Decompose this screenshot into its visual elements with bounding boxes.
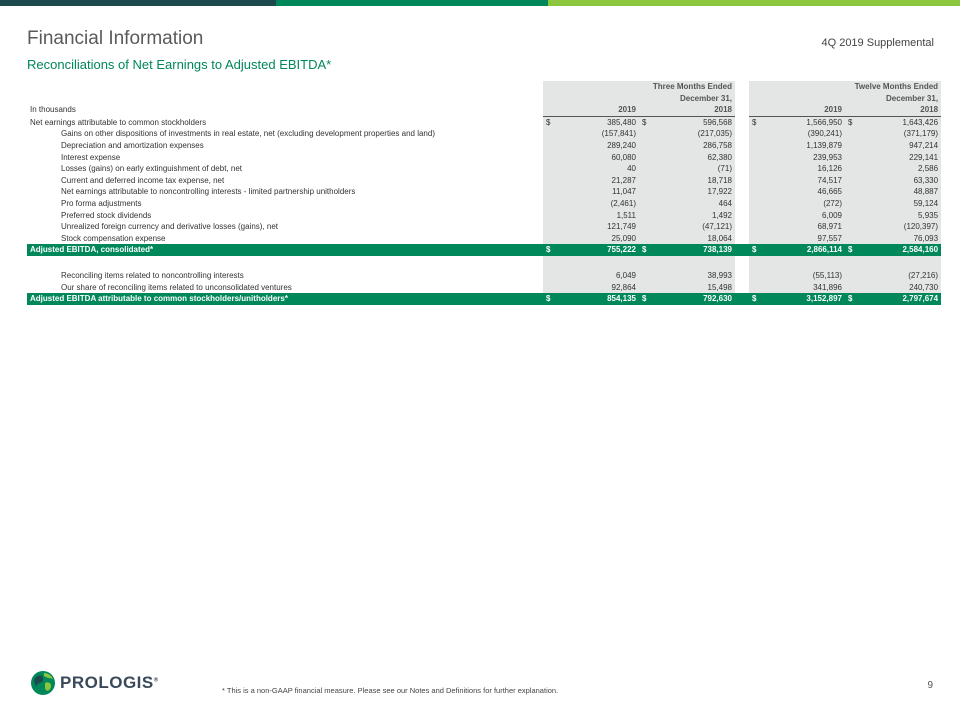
year-header: 2019 — [767, 104, 845, 116]
dollar-sign: $ — [543, 293, 561, 305]
logo-wordmark — [60, 673, 159, 693]
row-label: Stock compensation expense — [61, 233, 166, 243]
cell-value: 121,749 — [561, 221, 639, 233]
dollar-sign: $ — [639, 293, 657, 305]
cell-value: 97,557 — [767, 233, 845, 245]
cell-value: (390,241) — [767, 128, 845, 140]
table-row — [27, 233, 941, 245]
row-label: Interest expense — [61, 152, 121, 162]
row-label: Unrealized foreign currency and derivative losses (gains), net — [61, 222, 278, 232]
cell-value: 17,922 — [657, 186, 735, 198]
row-label: Reconciling items related to noncontrolling interests — [61, 270, 244, 280]
page-title: Financial Information — [27, 28, 204, 49]
table-row — [27, 116, 941, 128]
row-label: Gains on other dispositions of investments in real estate, net (excluding development properties and land) — [61, 129, 435, 139]
cell-value: (272) — [767, 198, 845, 210]
cell-value: 239,953 — [767, 152, 845, 164]
cell-value: 62,380 — [657, 152, 735, 164]
table-row — [27, 198, 941, 210]
cell-value: 1,139,879 — [767, 140, 845, 152]
three-months-date: December 31, — [543, 93, 735, 105]
table-row — [27, 163, 941, 175]
cell-value: 2,584,160 — [863, 244, 941, 256]
three-months-header: Three Months Ended — [543, 81, 735, 93]
cell-value: (47,121) — [657, 221, 735, 233]
cell-value: 229,141 — [863, 152, 941, 164]
table-row — [27, 270, 941, 282]
supplement-label: 4Q 2019 Supplemental — [821, 37, 934, 49]
cell-value: 2,866,114 — [767, 244, 845, 256]
cell-value: 68,971 — [767, 221, 845, 233]
cell-value: (120,397) — [863, 221, 941, 233]
cell-value: (217,035) — [657, 128, 735, 140]
cell-value: 11,047 — [561, 186, 639, 198]
cell-value: 48,887 — [863, 186, 941, 198]
cell-value: 40 — [561, 163, 639, 175]
cell-value: 6,009 — [767, 210, 845, 222]
group-header-row-1 — [27, 81, 941, 93]
table-row — [27, 152, 941, 164]
year-header-row — [27, 104, 941, 116]
cell-value: 1,492 — [657, 210, 735, 222]
cell-value: (71) — [657, 163, 735, 175]
table-row — [27, 282, 941, 294]
row-label: Losses (gains) on early extinguishment of debt, net — [61, 164, 242, 174]
row-label: Net earnings attributable to common stockholders — [30, 117, 207, 127]
cell-value: (2,461) — [561, 198, 639, 210]
prologis-logo — [30, 670, 159, 696]
cell-value: 947,214 — [863, 140, 941, 152]
cell-value: 289,240 — [561, 140, 639, 152]
twelve-months-header: Twelve Months Ended — [749, 81, 941, 93]
table-row — [27, 175, 941, 187]
cell-value: 25,090 — [561, 233, 639, 245]
cell-value: 60,080 — [561, 152, 639, 164]
year-header: 2019 — [561, 104, 639, 116]
logo-text: PROLOGIS — [60, 673, 154, 692]
cell-value: 6,049 — [561, 270, 639, 282]
dollar-sign: $ — [543, 244, 561, 256]
cell-value: 38,993 — [657, 270, 735, 282]
top-bar-segment-green — [276, 0, 548, 6]
total-row-attributable — [27, 293, 941, 305]
table-row — [27, 140, 941, 152]
cell-value: 1,643,426 — [863, 116, 941, 128]
page-subtitle: Reconciliations of Net Earnings to Adjusted EBITDA* — [27, 57, 332, 72]
dollar-sign: $ — [749, 293, 767, 305]
group-header-row-2 — [27, 93, 941, 105]
cell-value: 2,797,674 — [863, 293, 941, 305]
cell-value: 854,135 — [561, 293, 639, 305]
year-header: 2018 — [863, 104, 941, 116]
cell-value: 92,864 — [561, 282, 639, 294]
cell-value: 792,630 — [657, 293, 735, 305]
cell-value: 596,568 — [657, 116, 735, 128]
cell-value: 15,498 — [657, 282, 735, 294]
cell-value: 240,730 — [863, 282, 941, 294]
cell-value: 21,287 — [561, 175, 639, 187]
cell-value: 63,330 — [863, 175, 941, 187]
cell-value: 755,222 — [561, 244, 639, 256]
table-row — [27, 128, 941, 140]
reconciliation-table — [27, 81, 941, 305]
table-row — [27, 210, 941, 222]
cell-value: (157,841) — [561, 128, 639, 140]
cell-value: 3,152,897 — [767, 293, 845, 305]
dollar-sign: $ — [749, 244, 767, 256]
units-label: In thousands — [30, 105, 76, 115]
cell-value: 286,758 — [657, 140, 735, 152]
dollar-sign: $ — [639, 116, 657, 128]
row-label: Current and deferred income tax expense, net — [61, 175, 225, 185]
cell-value: 464 — [657, 198, 735, 210]
row-label: Depreciation and amortization expenses — [61, 140, 204, 150]
cell-value: 738,139 — [657, 244, 735, 256]
table-row — [27, 186, 941, 198]
total-row-consolidated — [27, 244, 941, 256]
cell-value: 76,093 — [863, 233, 941, 245]
cell-value: 2,586 — [863, 163, 941, 175]
cell-value: 385,480 — [561, 116, 639, 128]
dollar-sign: $ — [749, 116, 767, 128]
row-label: Preferred stock dividends — [61, 210, 152, 220]
page-number: 9 — [927, 680, 933, 691]
spacer-row — [27, 256, 941, 270]
cell-value: 18,064 — [657, 233, 735, 245]
cell-value: 16,126 — [767, 163, 845, 175]
globe-logo-icon — [30, 670, 56, 696]
dollar-sign: $ — [845, 293, 863, 305]
cell-value: 74,517 — [767, 175, 845, 187]
cell-value: (27,216) — [863, 270, 941, 282]
cell-value: 1,511 — [561, 210, 639, 222]
dollar-sign: $ — [845, 116, 863, 128]
registered-mark: ® — [153, 677, 159, 684]
table-row — [27, 221, 941, 233]
footnote: * This is a non-GAAP financial measure. Please see our Notes and Definitions for further explanation. — [222, 686, 559, 695]
cell-value: 18,718 — [657, 175, 735, 187]
top-bar-segment-dark — [0, 0, 276, 6]
row-label: Adjusted EBITDA, consolidated* — [27, 244, 543, 256]
row-label: Adjusted EBITDA attributable to common stockholders/unitholders* — [27, 293, 543, 305]
year-header: 2018 — [657, 104, 735, 116]
cell-value: 5,935 — [863, 210, 941, 222]
cell-value: 59,124 — [863, 198, 941, 210]
row-label: Net earnings attributable to noncontrolling interests - limited partnership unitholders — [61, 187, 356, 197]
dollar-sign: $ — [639, 244, 657, 256]
twelve-months-date: December 31, — [749, 93, 941, 105]
cell-value: (371,179) — [863, 128, 941, 140]
dollar-sign: $ — [845, 244, 863, 256]
cell-value: (55,113) — [767, 270, 845, 282]
cell-value: 1,566,950 — [767, 116, 845, 128]
row-label: Our share of reconciling items related to unconsolidated ventures — [61, 282, 292, 292]
top-color-bar — [0, 0, 960, 6]
top-bar-segment-lime — [548, 0, 794, 6]
cell-value: 341,896 — [767, 282, 845, 294]
cell-value: 46,665 — [767, 186, 845, 198]
row-label: Pro forma adjustments — [61, 198, 142, 208]
top-bar-segment-lime-2 — [794, 0, 960, 6]
dollar-sign: $ — [543, 116, 561, 128]
